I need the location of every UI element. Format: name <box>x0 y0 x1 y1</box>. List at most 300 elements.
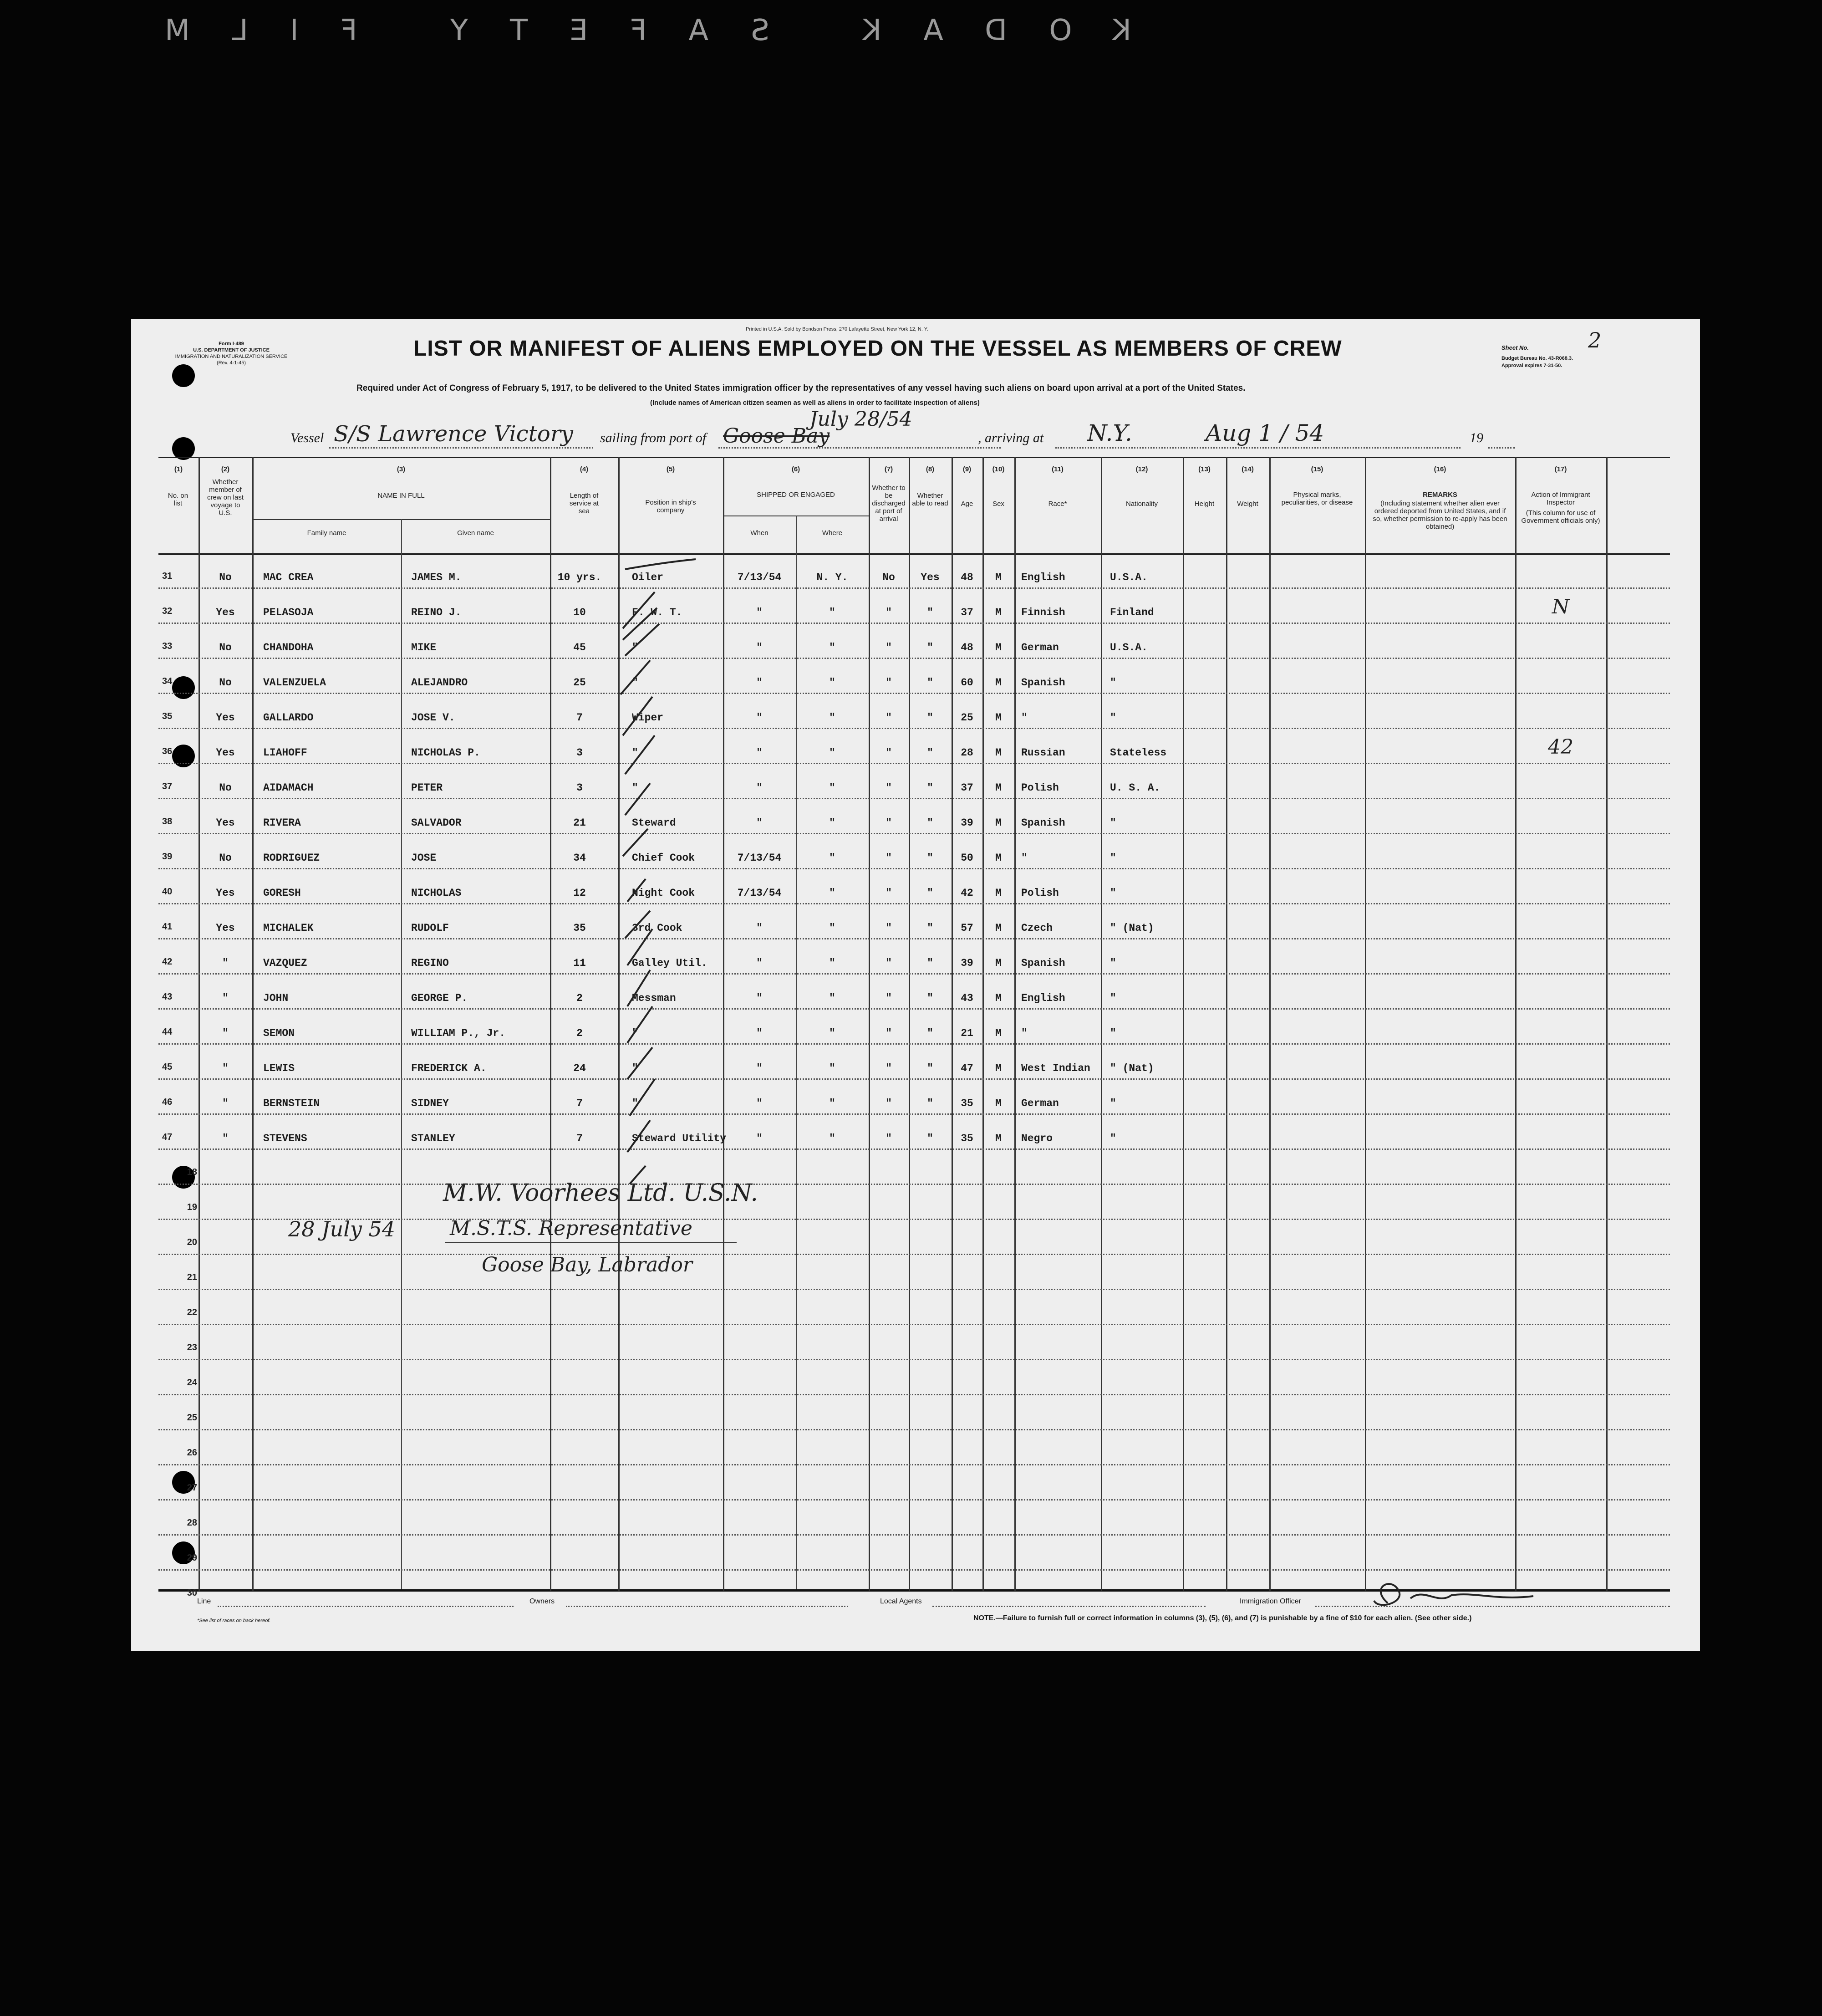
act-statement: Required under Act of Congress of February 5, 1917, to be delivered to the United States immigration officer by the representatives of any vessel having such aliens on board upon arrival at a port of the United States. <box>356 383 1246 393</box>
col-rule <box>1101 457 1102 1591</box>
shipped-when: " <box>756 607 763 618</box>
shipped-when: " <box>756 677 763 689</box>
given-name: REINO J. <box>411 607 462 618</box>
nationality: " <box>1110 852 1116 864</box>
member-last-voyage: Yes <box>216 922 235 934</box>
given-name: NICHOLAS <box>411 887 462 899</box>
race: Negro <box>1021 1133 1053 1144</box>
service-length: 7 <box>576 712 583 724</box>
nationality: Finland <box>1110 607 1154 618</box>
family-name: JOHN <box>263 992 289 1004</box>
discharged: " <box>886 817 892 829</box>
col-head-5: Position in ship's company <box>645 499 696 514</box>
line-number: 44 <box>162 1027 173 1037</box>
discharged: " <box>886 1133 892 1144</box>
include-note: (Include names of American citizen seamen as well as aliens in order to facilitate inspection of aliens) <box>650 399 980 407</box>
position: " <box>632 782 638 794</box>
line-number: 24 <box>187 1378 197 1388</box>
year-label: 19 <box>1470 430 1483 445</box>
shipped-when: " <box>756 782 763 794</box>
sex: M <box>995 992 1002 1004</box>
shipped-when: " <box>756 957 763 969</box>
able-to-read: " <box>927 712 933 724</box>
race: " <box>1021 712 1028 724</box>
position: Wiper <box>632 712 664 724</box>
sailing-port: Goose Bay <box>723 424 830 448</box>
col-head-15: Physical marks, peculiarities, or disease <box>1281 491 1353 506</box>
line-number: 33 <box>162 641 173 651</box>
col-rule <box>1014 457 1016 1591</box>
line-number: 29 <box>187 1553 197 1563</box>
given-name: NICHOLAS P. <box>411 747 480 759</box>
col-rule <box>1226 457 1227 1591</box>
col-head-7: Whether to be discharged at port of arrival <box>872 484 906 523</box>
row-rule <box>158 1534 1670 1536</box>
age: 48 <box>961 572 973 583</box>
member-last-voyage: Yes <box>216 712 235 724</box>
member-last-voyage: Yes <box>216 747 235 759</box>
sex: M <box>995 1097 1002 1109</box>
arriving-date: Aug 1 / 54 <box>1206 420 1324 446</box>
position: Steward Utility <box>632 1133 727 1144</box>
member-last-voyage: " <box>222 992 229 1004</box>
row-rule <box>158 833 1670 834</box>
family-name: MICHALEK <box>263 922 314 934</box>
age: 43 <box>961 992 973 1004</box>
member-last-voyage: No <box>219 677 232 689</box>
given-name: REGINO <box>411 957 449 969</box>
shipped-when: " <box>756 1027 763 1039</box>
arriving-port: N.Y. <box>1087 420 1132 446</box>
shipped-where: " <box>829 1062 835 1074</box>
subhead-family: Family name <box>307 529 346 537</box>
col-rule <box>550 457 551 1591</box>
col-num-9: (9) <box>962 465 972 473</box>
shipped-where: N. Y. <box>816 572 848 583</box>
discharged: " <box>886 712 892 724</box>
sex: M <box>995 782 1002 794</box>
line-number: 20 <box>187 1237 197 1247</box>
col-num-14: (14) <box>1242 465 1254 473</box>
member-last-voyage: " <box>222 1062 229 1074</box>
line-number: 41 <box>162 922 173 932</box>
nationality: " <box>1110 677 1116 689</box>
age: 35 <box>961 1097 973 1109</box>
row-rule <box>158 763 1670 764</box>
inspector-action: N <box>1552 595 1570 618</box>
col-rule <box>869 457 870 1591</box>
inspector-note: (This column for use of Government officials only) <box>1521 509 1600 525</box>
col-num-11: (11) <box>1052 465 1064 473</box>
shipped-when: " <box>756 922 763 934</box>
row-rule <box>158 1569 1670 1571</box>
able-to-read: " <box>927 817 933 829</box>
position: " <box>632 642 638 653</box>
subhead-when: When <box>750 529 768 537</box>
family-name: LIAHOFF <box>263 747 307 759</box>
able-to-read: " <box>927 1097 933 1109</box>
line-number: 45 <box>162 1062 173 1072</box>
position: Messman <box>632 992 676 1004</box>
family-name: BERNSTEIN <box>263 1097 320 1109</box>
member-last-voyage: Yes <box>216 887 235 899</box>
race: English <box>1021 572 1065 583</box>
col-num-12: (12) <box>1135 465 1148 473</box>
officer-signature <box>1360 1578 1552 1614</box>
service-length: 2 <box>576 992 583 1004</box>
shipped-when: " <box>756 712 763 724</box>
col-num-13: (13) <box>1198 465 1211 473</box>
budget-number: Budget Bureau No. 43-R068.3. <box>1501 356 1573 361</box>
col-head-1: No. on list <box>168 492 188 507</box>
able-to-read: " <box>927 747 933 759</box>
footer-owners-label: Owners <box>529 1597 555 1605</box>
shipped-when: " <box>756 1097 763 1109</box>
age: 42 <box>961 887 973 899</box>
age: 39 <box>961 957 973 969</box>
subhead-given: Given name <box>457 529 494 537</box>
shipped-when: " <box>756 747 763 759</box>
nationality: " <box>1110 1097 1116 1109</box>
family-name: VAZQUEZ <box>263 957 307 969</box>
col-head-12: Nationality <box>1125 500 1158 508</box>
family-name: MAC CREA <box>263 572 314 583</box>
shipped-when: 7/13/54 <box>737 887 782 899</box>
family-name: PELASOJA <box>263 607 314 618</box>
discharged: " <box>886 782 892 794</box>
department: U.S. DEPARTMENT OF JUSTICE <box>193 347 270 353</box>
signature-place: Goose Bay, Labrador <box>482 1253 692 1276</box>
able-to-read: Yes <box>921 572 940 583</box>
row-rule <box>158 903 1670 904</box>
sex: M <box>995 1062 1002 1074</box>
discharged: " <box>886 887 892 899</box>
given-name: PETER <box>411 782 443 794</box>
col-rule <box>1183 457 1184 1591</box>
line-number: 40 <box>162 887 173 897</box>
col-head-13: Height <box>1194 500 1215 508</box>
service: IMMIGRATION AND NATURALIZATION SERVICE <box>175 354 288 359</box>
sailing-date: July 28/54 <box>809 408 912 431</box>
row-rule <box>158 587 1670 589</box>
position: F. W. T. <box>632 607 682 618</box>
col-rule <box>1365 457 1366 1591</box>
given-name: JAMES M. <box>411 572 462 583</box>
revision: (Rev. 4-1-45) <box>217 360 246 366</box>
signature-date: 28 July 54 <box>288 1217 396 1241</box>
col-head-4: Length of service at sea <box>569 492 599 515</box>
position: Night Cook <box>632 887 695 899</box>
service-length: 24 <box>573 1062 586 1074</box>
approval-expiry: Approval expires 7-31-50. <box>1501 363 1562 368</box>
col-head-9: Age <box>961 500 973 508</box>
line-number: 21 <box>187 1272 197 1282</box>
nationality: U. S. A. <box>1110 782 1160 794</box>
row-rule <box>158 1464 1670 1465</box>
shipped-where: " <box>829 747 835 759</box>
shipped-where: " <box>829 642 835 653</box>
row-rule <box>158 798 1670 799</box>
line-number: 23 <box>187 1342 197 1353</box>
race: Czech <box>1021 922 1053 934</box>
form-id: Form I-489 <box>219 341 244 347</box>
race: Spanish <box>1021 817 1065 829</box>
col-num-2: (2) <box>221 465 230 473</box>
given-name: JOSE <box>411 852 437 864</box>
able-to-read: " <box>927 1027 933 1039</box>
col-rule <box>952 457 953 1591</box>
member-last-voyage: No <box>219 782 232 794</box>
inspector-action: 42 <box>1548 735 1573 759</box>
line-number: 22 <box>187 1307 197 1317</box>
nationality: " <box>1110 712 1116 724</box>
col-head-2: Whether member of crew on last voyage to U.S. <box>207 478 244 517</box>
form-title: LIST OR MANIFEST OF ALIENS EMPLOYED ON THE VESSEL AS MEMBERS OF CREW <box>413 337 1342 361</box>
shipped-when: " <box>756 1133 763 1144</box>
row-rule <box>158 1429 1670 1430</box>
able-to-read: " <box>927 1062 933 1074</box>
row-rule <box>158 1184 1670 1185</box>
given-name: JOSE V. <box>411 712 455 724</box>
line-number: 32 <box>162 606 173 616</box>
position: " <box>632 747 638 759</box>
col-head-10: Sex <box>992 500 1004 508</box>
able-to-read: " <box>927 887 933 899</box>
shipped-where: " <box>829 782 835 794</box>
nationality: " (Nat) <box>1110 922 1154 934</box>
form-id-block <box>174 341 288 366</box>
shipped-when: 7/13/54 <box>737 852 782 864</box>
shipped-where: " <box>829 607 835 618</box>
able-to-read: " <box>927 992 933 1004</box>
shipped-where: " <box>829 1133 835 1144</box>
punch-hole <box>172 676 195 699</box>
discharged: " <box>886 922 892 934</box>
able-to-read: " <box>927 957 933 969</box>
service-length: 10 yrs. <box>557 572 602 583</box>
signature-title: M.S.T.S. Representative <box>450 1217 692 1240</box>
line-number: 28 <box>187 1518 197 1528</box>
col-rule <box>1515 457 1517 1591</box>
age: 37 <box>961 782 973 794</box>
line-number: 38 <box>162 817 173 827</box>
manifest-sheet <box>131 319 1700 1651</box>
able-to-read: " <box>927 677 933 689</box>
discharged: " <box>886 747 892 759</box>
position: Steward <box>632 817 676 829</box>
able-to-read: " <box>927 1133 933 1144</box>
service-length: 45 <box>573 642 586 653</box>
service-length: 3 <box>576 747 583 759</box>
family-name: STEVENS <box>263 1133 307 1144</box>
service-length: 12 <box>573 887 586 899</box>
sex: M <box>995 887 1002 899</box>
col-rule <box>198 457 200 1591</box>
race: Polish <box>1021 887 1059 899</box>
age: 21 <box>961 1027 973 1039</box>
position: Oiler <box>632 572 664 583</box>
row-rule <box>158 1008 1670 1010</box>
line-number: 43 <box>162 992 173 1002</box>
nationality: Stateless <box>1110 747 1167 759</box>
discharged: " <box>886 992 892 1004</box>
line-number: 30 <box>187 1588 197 1598</box>
given-name: STANLEY <box>411 1133 455 1144</box>
race: English <box>1021 992 1065 1004</box>
position: " <box>632 677 638 689</box>
service-length: 21 <box>573 817 586 829</box>
given-name: FREDERICK A. <box>411 1062 487 1074</box>
races-note: *See list of races on back hereof. <box>197 1618 271 1623</box>
col-head-17: Action of Immigrant Inspector <box>1531 491 1590 506</box>
service-length: 10 <box>573 607 586 618</box>
sex: M <box>995 677 1002 689</box>
nationality: " (Nat) <box>1110 1062 1154 1074</box>
shipped-when: " <box>756 992 763 1004</box>
given-name: GEORGE P. <box>411 992 468 1004</box>
col-num-6: (6) <box>791 465 800 473</box>
line-number: 18 <box>187 1167 197 1177</box>
footer-officer-label: Immigration Officer <box>1240 1597 1301 1605</box>
family-name: SEMON <box>263 1027 295 1039</box>
race: German <box>1021 642 1059 653</box>
arriving-label: , arriving at <box>978 430 1044 445</box>
member-last-voyage: " <box>222 1133 229 1144</box>
row-rule <box>158 1254 1670 1255</box>
row-rule <box>158 1148 1670 1150</box>
col-head-11: Race* <box>1048 500 1067 508</box>
row-rule <box>158 1043 1670 1045</box>
able-to-read: " <box>927 607 933 618</box>
family-name: VALENZUELA <box>263 677 326 689</box>
vessel-label: Vessel <box>290 430 324 445</box>
member-last-voyage: No <box>219 572 232 583</box>
race: German <box>1021 1097 1059 1109</box>
given-name: MIKE <box>411 642 437 653</box>
member-last-voyage: Yes <box>216 817 235 829</box>
sex: M <box>995 607 1002 618</box>
shipped-where: " <box>829 992 835 1004</box>
shipped-when: 7/13/54 <box>737 572 782 583</box>
row-rule <box>158 868 1670 869</box>
position: Galley Util. <box>632 957 707 969</box>
service-length: 11 <box>573 957 586 969</box>
family-name: AIDAMACH <box>263 782 314 794</box>
service-length: 25 <box>573 677 586 689</box>
sex: M <box>995 747 1002 759</box>
line-number: 34 <box>162 676 173 686</box>
discharged: " <box>886 957 892 969</box>
given-name: SIDNEY <box>411 1097 449 1109</box>
col-num-4: (4) <box>580 465 589 473</box>
shipped-where: " <box>829 922 835 934</box>
race: " <box>1021 1027 1028 1039</box>
shipped-where: " <box>829 1097 835 1109</box>
race: Spanish <box>1021 677 1065 689</box>
shipped-where: " <box>829 712 835 724</box>
col-rule <box>982 457 984 1591</box>
line-number: 42 <box>162 957 173 967</box>
row-rule <box>158 728 1670 729</box>
film-edge-marking <box>0 14 1822 46</box>
position: Chief Cook <box>632 852 695 864</box>
printer-line: Printed in U.S.A. Sold by Bondson Press, 270 Lafayette Street, New York 12, N. Y. <box>746 327 928 332</box>
footer-line-label: Line <box>197 1597 211 1605</box>
sheet-label: Sheet No. <box>1501 344 1529 351</box>
col-num-17: (17) <box>1554 465 1567 473</box>
family-name: RODRIGUEZ <box>263 852 320 864</box>
age: 57 <box>961 922 973 934</box>
able-to-read: " <box>927 642 933 653</box>
discharged: " <box>886 1062 892 1074</box>
sex: M <box>995 817 1002 829</box>
given-name: SALVADOR <box>411 817 462 829</box>
age: 37 <box>961 607 973 618</box>
col-head-6: SHIPPED OR ENGAGED <box>757 491 835 499</box>
able-to-read: " <box>927 922 933 934</box>
nationality: " <box>1110 992 1116 1004</box>
row-rule <box>158 1499 1670 1501</box>
line-number: 35 <box>162 711 173 721</box>
given-name: ALEJANDRO <box>411 677 468 689</box>
row-rule <box>158 1324 1670 1325</box>
col-num-3: (3) <box>397 465 406 473</box>
row-rule <box>158 973 1670 975</box>
sex: M <box>995 712 1002 724</box>
nationality: " <box>1110 1133 1116 1144</box>
line-number: 39 <box>162 852 173 862</box>
service-length: 2 <box>576 1027 583 1039</box>
given-name: RUDOLF <box>411 922 449 934</box>
col-head-14: Weight <box>1237 500 1258 508</box>
shipped-where: " <box>829 957 835 969</box>
col-num-5: (5) <box>666 465 675 473</box>
shipped-where: " <box>829 1027 835 1039</box>
row-rule <box>158 938 1670 939</box>
footer-agents-fill <box>932 1606 1206 1607</box>
discharged: " <box>886 677 892 689</box>
race: Russian <box>1021 747 1065 759</box>
sex: M <box>995 957 1002 969</box>
discharged: No <box>882 572 895 583</box>
punch-hole <box>172 364 195 387</box>
col-num-15: (15) <box>1311 465 1323 473</box>
sex: M <box>995 922 1002 934</box>
line-number: 47 <box>162 1132 173 1142</box>
line-number: 37 <box>162 781 173 791</box>
family-name: LEWIS <box>263 1062 295 1074</box>
sex: M <box>995 642 1002 653</box>
family-name: RIVERA <box>263 817 301 829</box>
nationality: " <box>1110 887 1116 899</box>
sheet-number: 2 <box>1588 328 1602 352</box>
col-rule <box>1606 457 1608 1591</box>
age: 48 <box>961 642 973 653</box>
row-rule <box>158 693 1670 694</box>
sailing-label: sailing from port of <box>600 430 707 445</box>
discharged: " <box>886 1097 892 1109</box>
service-length: 35 <box>573 922 586 934</box>
col-num-8: (8) <box>926 465 935 473</box>
line-number: 25 <box>187 1413 197 1423</box>
member-last-voyage: " <box>222 1027 229 1039</box>
shipped-where: " <box>829 677 835 689</box>
col-num-7: (7) <box>884 465 893 473</box>
vessel-fill-line <box>329 447 593 449</box>
shipped-where: " <box>829 852 835 864</box>
age: 35 <box>961 1133 973 1144</box>
table-header-rule <box>158 553 1670 555</box>
